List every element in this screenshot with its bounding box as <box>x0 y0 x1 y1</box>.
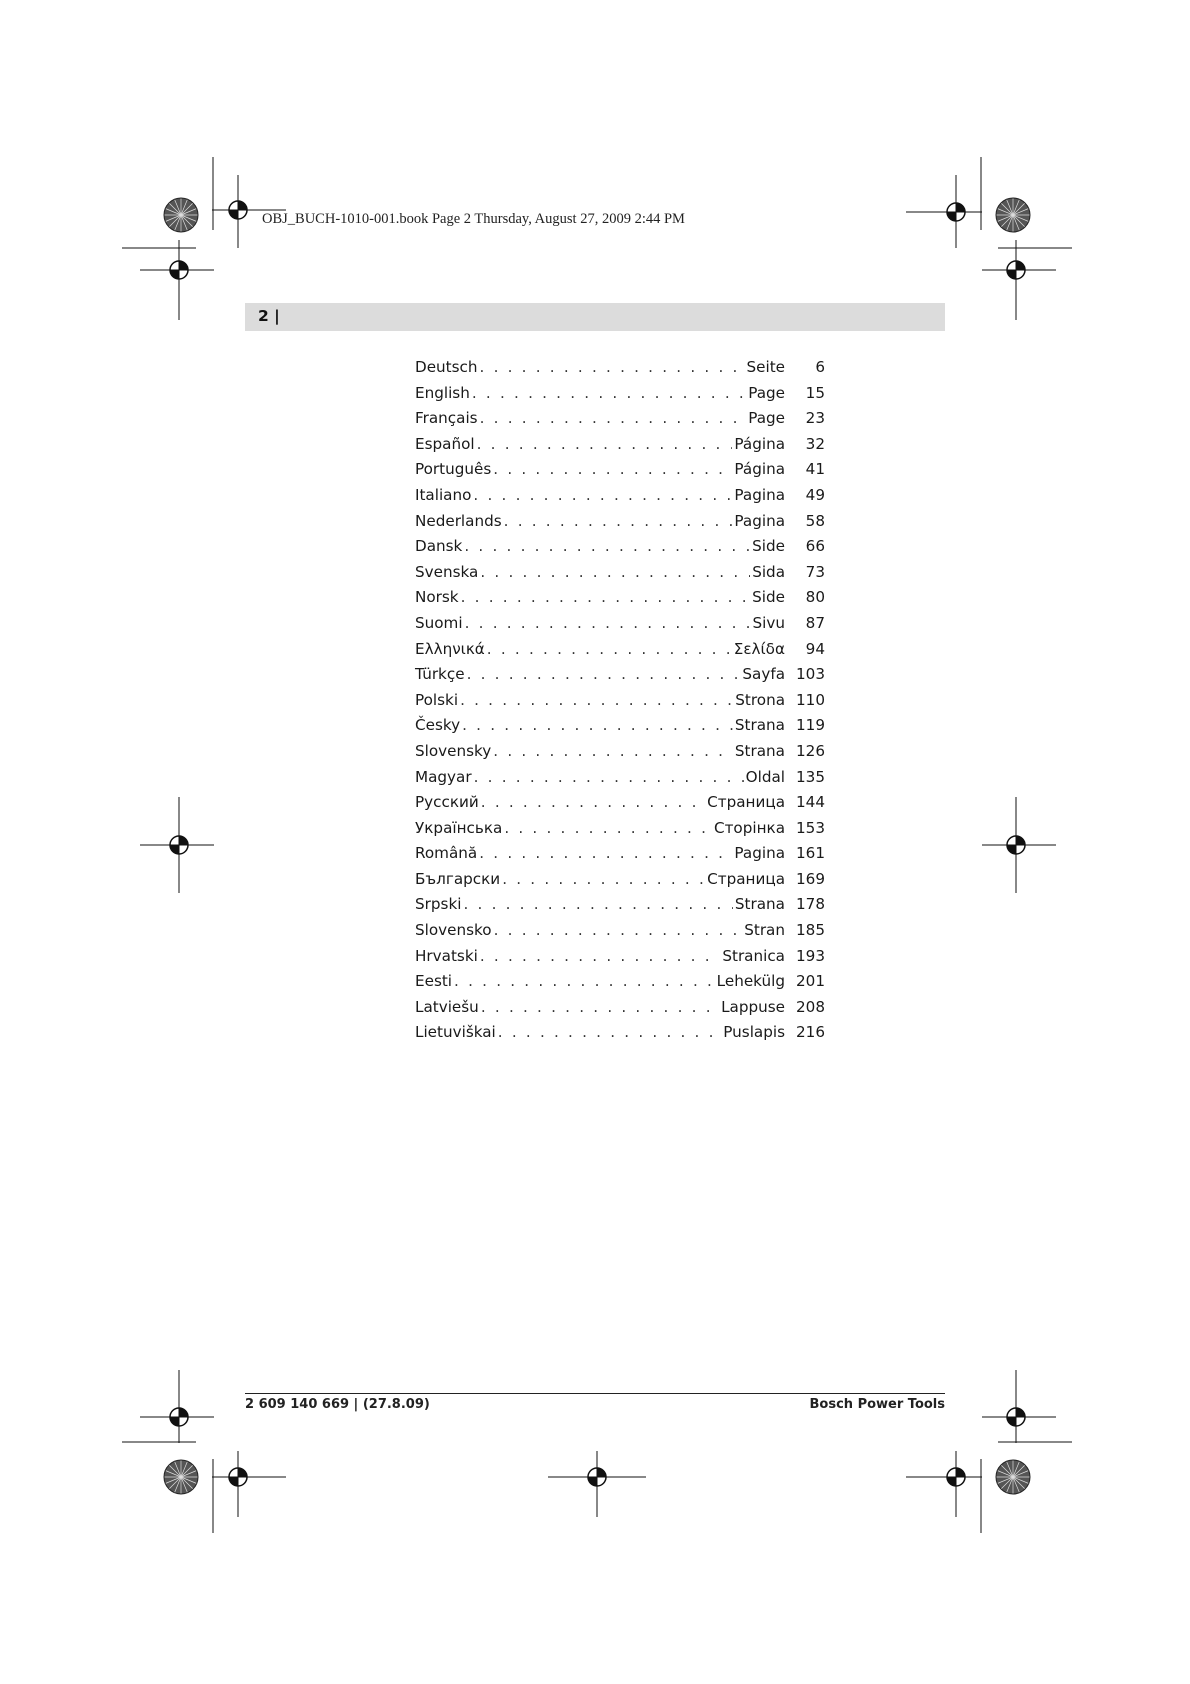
toc-language-name: Türkçe <box>415 665 465 684</box>
toc-language-name: Ελληνικά <box>415 639 485 658</box>
toc-language-name: Български <box>415 869 501 888</box>
toc-page-number: 66 <box>805 537 825 556</box>
toc-dot-leader <box>467 665 741 683</box>
toc-entry <box>415 793 825 819</box>
toc-entry <box>415 691 825 717</box>
toc-page-number: 126 <box>796 741 825 760</box>
toc-page-number: 185 <box>796 921 825 940</box>
toc-page-number: 201 <box>796 972 825 991</box>
toc-page-number: 208 <box>796 997 825 1016</box>
toc-language-name: Svenska <box>415 562 479 581</box>
toc-page-word: Side <box>752 588 785 607</box>
toc-dot-leader <box>473 486 732 504</box>
toc-page-word: Puslapis <box>723 1023 785 1042</box>
toc-page-number: 58 <box>805 511 825 530</box>
footer-document-number: 2 609 140 669 | (27.8.09) <box>245 1397 430 1412</box>
toc-entry <box>415 870 825 896</box>
toc-entry <box>415 460 825 486</box>
toc-language-name: Hrvatski <box>415 946 478 965</box>
toc-language-name: Polski <box>415 690 459 709</box>
toc-language-name: Lietuviškai <box>415 1023 496 1042</box>
toc-language-name: Latviešu <box>415 997 479 1016</box>
toc-page-word: Página <box>734 434 785 453</box>
toc-dot-leader <box>472 384 746 402</box>
toc-language-name: Română <box>415 844 478 863</box>
toc-entry <box>415 614 825 640</box>
toc-page-word: Strona <box>735 690 785 709</box>
toc-dot-leader <box>477 435 733 453</box>
toc-dot-leader <box>480 358 745 376</box>
toc-page-word: Lappuse <box>721 997 785 1016</box>
toc-page-word: Stran <box>744 921 785 940</box>
toc-dot-leader <box>504 819 712 837</box>
toc-page-word: Page <box>748 409 785 428</box>
toc-entry <box>415 844 825 870</box>
toc-language-name: Eesti <box>415 972 453 991</box>
toc-entry <box>415 512 825 538</box>
toc-page-number: 119 <box>796 716 825 735</box>
toc-page-word: Страница <box>707 869 785 888</box>
toc-page-number: 178 <box>796 895 825 914</box>
toc-language-name: Slovensky <box>415 741 492 760</box>
star-target-bottom-left <box>164 1460 198 1494</box>
toc-dot-leader <box>504 512 733 530</box>
toc-entry <box>415 563 825 589</box>
toc-entry <box>415 486 825 512</box>
toc-entry <box>415 947 825 973</box>
toc-dot-leader <box>460 691 733 709</box>
toc-language-name: Dansk <box>415 537 463 556</box>
toc-language-name: English <box>415 383 470 402</box>
toc-page-number: 135 <box>796 767 825 786</box>
toc-entry <box>415 409 825 435</box>
toc-language-name: Italiano <box>415 485 472 504</box>
toc-language-name: Norsk <box>415 588 459 607</box>
toc-dot-leader <box>502 870 705 888</box>
toc-dot-leader <box>461 588 751 606</box>
toc-dot-leader <box>474 768 744 786</box>
toc-language-name: Suomi <box>415 613 463 632</box>
toc-language-name: Česky <box>415 716 461 735</box>
toc-entry <box>415 588 825 614</box>
toc-page-word: Lehekülg <box>716 972 785 991</box>
printer-slug-line: OBJ_BUCH-1010-001.book Page 2 Thursday, August 27, 2009 2:44 PM <box>262 211 685 227</box>
star-target-bottom-right <box>996 1460 1030 1494</box>
toc-page-number: 94 <box>805 639 825 658</box>
toc-page-word: Страница <box>707 793 785 812</box>
toc-page-word: Strana <box>734 741 785 760</box>
toc-dot-leader <box>465 614 751 632</box>
toc-entry <box>415 768 825 794</box>
toc-dot-leader <box>487 640 732 658</box>
toc-language-name: Français <box>415 409 478 428</box>
toc-page-number: 41 <box>805 460 825 479</box>
toc-entry <box>415 716 825 742</box>
toc-dot-leader <box>464 537 750 555</box>
footer-brand: Bosch Power Tools <box>809 1397 945 1412</box>
toc-page-word: Pagina <box>734 485 785 504</box>
toc-page-word: Сторінка <box>713 818 785 837</box>
toc-entry <box>415 972 825 998</box>
toc-entry <box>415 921 825 947</box>
footer-rule <box>245 1393 945 1394</box>
toc-page-number: 169 <box>796 869 825 888</box>
toc-entry <box>415 895 825 921</box>
toc-dot-leader <box>480 563 750 581</box>
toc-dot-leader <box>480 947 721 965</box>
toc-page-word: Side <box>752 537 785 556</box>
toc-page-number: 6 <box>815 358 825 376</box>
toc-language-name: Slovensko <box>415 921 492 940</box>
toc-page-number: 216 <box>796 1023 825 1042</box>
toc-page-word: Seite <box>746 358 785 376</box>
toc-page-word: Stranica <box>722 946 785 965</box>
toc-page-word: Página <box>734 460 785 479</box>
toc-dot-leader <box>479 844 732 862</box>
toc-page-number: 153 <box>796 818 825 837</box>
toc-page-number: 73 <box>805 562 825 581</box>
toc-dot-leader <box>454 972 715 990</box>
toc-page-word: Pagina <box>734 511 785 530</box>
toc-page-number: 161 <box>796 844 825 863</box>
toc-entry <box>415 742 825 768</box>
toc-language-name: Português <box>415 460 492 479</box>
toc-entry <box>415 665 825 691</box>
toc-language-name: Українська <box>415 818 503 837</box>
toc-page-word: Sida <box>752 562 785 581</box>
toc-dot-leader <box>463 895 732 913</box>
toc-entry <box>415 998 825 1024</box>
toc-dot-leader <box>481 793 705 811</box>
toc-page-number: 193 <box>796 946 825 965</box>
toc-page-number: 32 <box>805 434 825 453</box>
toc-page-word: Page <box>748 383 785 402</box>
language-table-of-contents <box>415 358 825 1049</box>
toc-language-name: Srpski <box>415 895 462 914</box>
toc-dot-leader <box>480 409 747 427</box>
toc-page-number: 49 <box>805 485 825 504</box>
toc-entry <box>415 537 825 563</box>
toc-entry <box>415 435 825 461</box>
toc-language-name: Deutsch <box>415 358 478 376</box>
toc-entry <box>415 640 825 666</box>
toc-dot-leader <box>494 921 743 939</box>
star-target-top-left <box>164 198 198 232</box>
toc-language-name: Magyar <box>415 767 472 786</box>
toc-entry <box>415 358 825 384</box>
toc-page-number: 144 <box>796 793 825 812</box>
toc-dot-leader <box>462 716 733 734</box>
page-number: 2 | <box>258 307 280 325</box>
toc-page-word: Sayfa <box>742 665 785 684</box>
toc-page-word: Oldal <box>745 767 785 786</box>
toc-page-word: Strana <box>734 895 785 914</box>
toc-page-number: 87 <box>805 613 825 632</box>
toc-page-number: 80 <box>805 588 825 607</box>
toc-dot-leader <box>493 460 732 478</box>
toc-page-number: 15 <box>805 383 825 402</box>
toc-entry <box>415 819 825 845</box>
toc-page-word: Sivu <box>752 613 785 632</box>
toc-entry <box>415 384 825 410</box>
toc-page-number: 23 <box>805 409 825 428</box>
toc-page-word: Σελίδα <box>733 639 785 658</box>
star-target-top-right <box>996 198 1030 232</box>
toc-page-number: 110 <box>796 690 825 709</box>
toc-language-name: Русский <box>415 793 479 812</box>
toc-language-name: Español <box>415 434 475 453</box>
page-header-bar <box>245 303 945 331</box>
toc-language-name: Nederlands <box>415 511 502 530</box>
toc-page-number: 103 <box>796 665 825 684</box>
toc-dot-leader <box>481 998 719 1016</box>
toc-dot-leader <box>493 742 733 760</box>
toc-page-word: Pagina <box>734 844 785 863</box>
toc-dot-leader <box>498 1023 721 1041</box>
toc-entry <box>415 1023 825 1049</box>
toc-page-word: Strana <box>734 716 785 735</box>
